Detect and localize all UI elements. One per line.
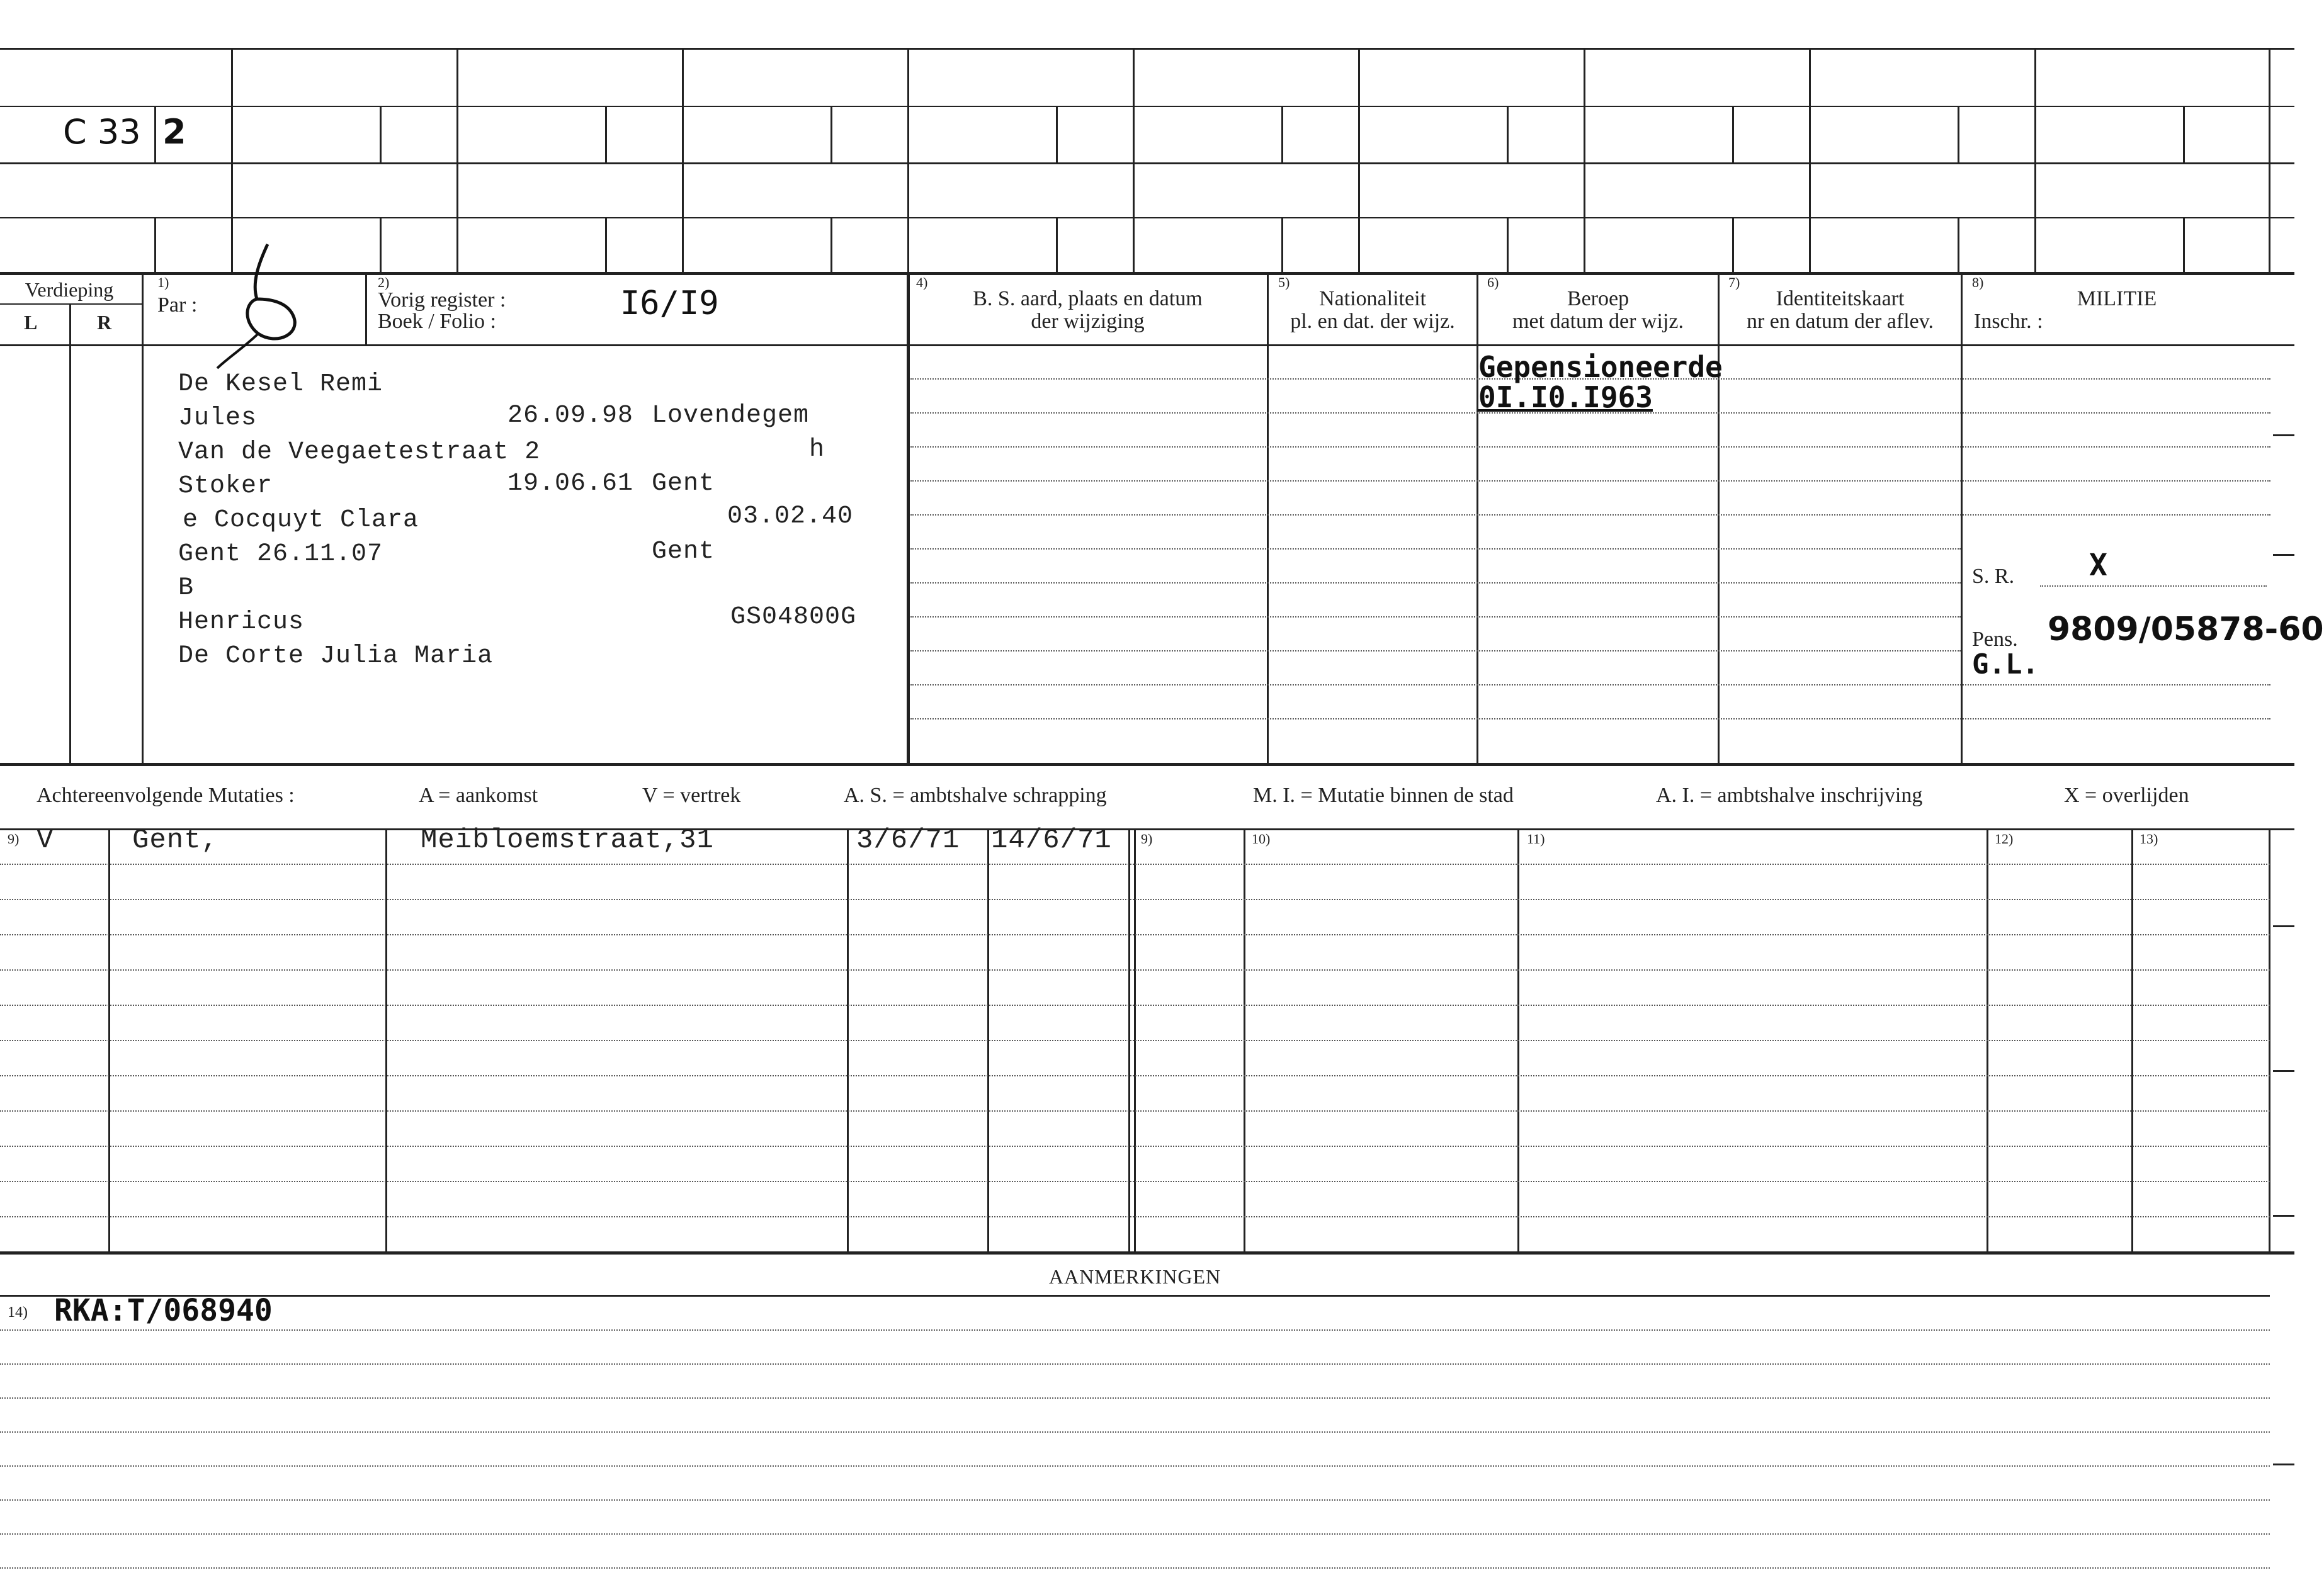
legend-v: V = vertrek xyxy=(642,784,741,807)
person-address-mark: h xyxy=(809,436,825,464)
remarks-header-line xyxy=(0,1295,2270,1297)
person-prof-date: 19.06.61 xyxy=(507,470,634,498)
vline-verdieping xyxy=(142,272,144,763)
grid-vline xyxy=(830,106,832,162)
label-r: R xyxy=(97,311,112,334)
mut-row1-street: Meibloemstraat,31 xyxy=(421,825,714,856)
mut-num-12: 12) xyxy=(1995,831,2014,847)
grid-vline xyxy=(1056,217,1058,272)
grid-vline xyxy=(605,217,607,272)
grid-vline xyxy=(907,48,909,272)
mut-num-11b: 11) xyxy=(1527,831,1545,847)
edge-tick xyxy=(2273,434,2294,436)
mut-num-9b: 9) xyxy=(1141,831,1153,847)
id-num: 7) xyxy=(1728,274,1740,290)
edge-tick xyxy=(2273,1070,2294,1072)
person-birth-place: Lovendegem xyxy=(652,402,810,430)
mil-num: 8) xyxy=(1972,274,1984,290)
grid-vline xyxy=(380,217,382,272)
vline-person xyxy=(907,272,910,763)
remarks-rule xyxy=(0,1499,2270,1501)
grid-vline xyxy=(682,48,684,272)
top-border xyxy=(0,48,2294,50)
beroep-value-1: Gepensioneerde xyxy=(1478,350,1723,384)
mut-row1-city: Gent, xyxy=(132,825,219,856)
top-row-line xyxy=(0,217,2294,218)
vorig-label: Vorig register : xyxy=(378,288,506,312)
remarks-title: AANMERKINGEN xyxy=(1048,1265,1222,1288)
mut-top-border xyxy=(0,828,2294,830)
grid-vline xyxy=(456,48,458,272)
remarks-rule xyxy=(0,1329,2270,1331)
grid-vline xyxy=(2269,48,2270,272)
remarks-rule xyxy=(0,1431,2270,1433)
grid-vline xyxy=(1133,48,1135,272)
rule-line xyxy=(910,446,2270,448)
vline-id xyxy=(1961,272,1963,763)
bs-line2: der wijziging xyxy=(1031,310,1145,333)
grid-vline xyxy=(1732,106,1734,162)
person-spouse-place: Gent xyxy=(652,538,715,566)
person-given: Jules xyxy=(178,404,258,432)
header-bottom-border xyxy=(0,344,2294,346)
remarks-rule xyxy=(0,1465,2270,1467)
person-spouse-birth: Gent 26.11.07 xyxy=(178,540,383,568)
bs-num: 4) xyxy=(916,274,928,290)
grid-vline xyxy=(1507,106,1509,162)
grid-vline xyxy=(1281,106,1283,162)
sr-label: S. R. xyxy=(1972,565,2015,588)
mut-rule xyxy=(0,1040,2270,1041)
person-father: Henricus xyxy=(178,608,305,636)
remarks-rule xyxy=(0,1567,2270,1569)
grid-vline xyxy=(830,217,832,272)
grid-vline xyxy=(1358,48,1360,272)
mut-rule xyxy=(0,1110,2270,1112)
rule-line xyxy=(910,514,2270,516)
mut-row1-type: V xyxy=(37,825,54,856)
remarks-rule xyxy=(0,1397,2270,1399)
vline-nat xyxy=(1477,272,1478,763)
person-prof-place: Gent xyxy=(652,470,715,498)
vline-beroep xyxy=(1718,272,1720,763)
beroep-line2: met datum der wijz. xyxy=(1512,310,1684,333)
person-birth-date: 26.09.98 xyxy=(507,402,634,430)
person-spouse: e Cocquyt Clara xyxy=(183,506,419,534)
mut-rule xyxy=(0,864,2270,865)
pens-gl: G.L. xyxy=(1972,648,2039,680)
par-label: Par : xyxy=(157,293,198,317)
legend-a: A = aankomst xyxy=(419,784,538,807)
grid-vline xyxy=(154,217,156,272)
mut-num-10b: 10) xyxy=(1252,831,1271,847)
grid-vline xyxy=(231,48,233,272)
sr-value: X xyxy=(2089,548,2107,583)
grid-vline xyxy=(2183,106,2185,162)
legend-ai: A. I. = ambtshalve inschrijving xyxy=(1656,784,1923,807)
grid-vline xyxy=(1809,48,1811,272)
rule-line xyxy=(910,684,2270,685)
grid-vline xyxy=(605,106,607,162)
legend-as: A. S. = ambtshalve schrapping xyxy=(844,784,1107,807)
top-row-line xyxy=(0,106,2294,107)
grid-vline xyxy=(1732,217,1734,272)
header-top-border xyxy=(0,272,2294,275)
beroep-value-2: 0I.I0.I963 xyxy=(1478,380,1653,414)
person-spouse-date: 03.02.40 xyxy=(727,502,854,531)
mil-title: MILITIE xyxy=(2077,287,2157,310)
edge-tick xyxy=(2273,1215,2294,1217)
grid-vline xyxy=(2183,217,2185,272)
sr-dotted xyxy=(2040,585,2267,587)
par-num: 1) xyxy=(157,274,169,290)
rule-line xyxy=(910,718,2270,719)
vline-par xyxy=(365,272,367,344)
mut-rule xyxy=(0,969,2270,971)
edge-tick xyxy=(2273,554,2294,556)
vorig-num: 2) xyxy=(378,274,390,290)
person-address: Van de Veegaetestraat 2 xyxy=(178,438,541,466)
id-line2: nr en datum der aflev. xyxy=(1746,310,1934,333)
vline-lr xyxy=(69,303,71,763)
legend-title: Achtereenvolgende Mutaties : xyxy=(37,784,295,807)
grid-vline xyxy=(154,106,156,162)
pens-label: Pens. xyxy=(1972,628,2018,651)
person-profession: Stoker xyxy=(178,472,273,500)
id-line1: Identiteitskaart xyxy=(1776,287,1905,310)
rule-line xyxy=(910,480,2270,482)
nat-line2: pl. en dat. der wijz. xyxy=(1290,310,1455,333)
code-left: C 33 xyxy=(63,112,141,152)
label-l: L xyxy=(24,311,38,334)
edge-tick xyxy=(2273,925,2294,927)
mut-rule xyxy=(0,1181,2270,1182)
remarks-rule xyxy=(0,1533,2270,1535)
vorig-value: I6/I9 xyxy=(620,285,719,322)
mut-num-13: 13) xyxy=(2140,831,2158,847)
nat-line1: Nationaliteit xyxy=(1319,287,1426,310)
code-right: 2 xyxy=(162,112,186,152)
legend-mi: M. I. = Mutatie binnen de stad xyxy=(1253,784,1514,807)
mut-rule xyxy=(0,899,2270,900)
top-row-line xyxy=(0,162,2294,164)
par-signature xyxy=(208,239,334,371)
nat-num: 5) xyxy=(1278,274,1290,290)
mut-bottom-border xyxy=(0,1251,2294,1255)
mut-row1-date1: 3/6/71 xyxy=(856,825,960,856)
grid-vline xyxy=(1584,48,1585,272)
body-bottom-border xyxy=(0,763,2294,766)
edge-tick xyxy=(2273,1464,2294,1465)
grid-vline xyxy=(380,106,382,162)
bs-line1: B. S. aard, plaats en datum xyxy=(973,287,1203,310)
mut-num-9: 9) xyxy=(8,831,20,847)
pens-value: 9809/05878-60 xyxy=(2048,611,2324,648)
rule-line xyxy=(910,650,1961,651)
rule-line xyxy=(910,582,1961,584)
mut-rule xyxy=(0,1216,2270,1217)
grid-vline xyxy=(1281,217,1283,272)
grid-vline xyxy=(1958,217,1959,272)
rule-line xyxy=(910,616,1961,618)
legend-x: X = overlijden xyxy=(2064,784,2189,807)
grid-vline xyxy=(2034,48,2036,272)
mil-inschr: Inschr. : xyxy=(1974,310,2043,333)
mut-rule xyxy=(0,1075,2270,1076)
grid-vline xyxy=(1958,106,1959,162)
person-status: B xyxy=(178,574,195,602)
beroep-line1: Beroep xyxy=(1567,287,1630,310)
grid-vline xyxy=(1056,106,1058,162)
remarks-rule xyxy=(0,1363,2270,1365)
rule-line xyxy=(910,548,1961,550)
vline-bs xyxy=(1267,272,1269,763)
boek-label: Boek / Folio : xyxy=(378,310,496,333)
person-name: De Kesel Remi xyxy=(178,370,383,398)
mut-rule xyxy=(0,934,2270,935)
person-mother: De Corte Julia Maria xyxy=(178,642,494,670)
remarks-num: 14) xyxy=(8,1304,28,1321)
mut-rule xyxy=(0,1146,2270,1147)
mut-rule xyxy=(0,1005,2270,1006)
person-code: GS04800G xyxy=(730,603,857,631)
beroep-num: 6) xyxy=(1487,274,1499,290)
verdieping-label: Verdieping xyxy=(25,278,114,301)
mut-row1-date2: 14/6/71 xyxy=(991,825,1112,856)
grid-vline xyxy=(1507,217,1509,272)
remarks-value: RKA:T/068940 xyxy=(54,1293,273,1328)
